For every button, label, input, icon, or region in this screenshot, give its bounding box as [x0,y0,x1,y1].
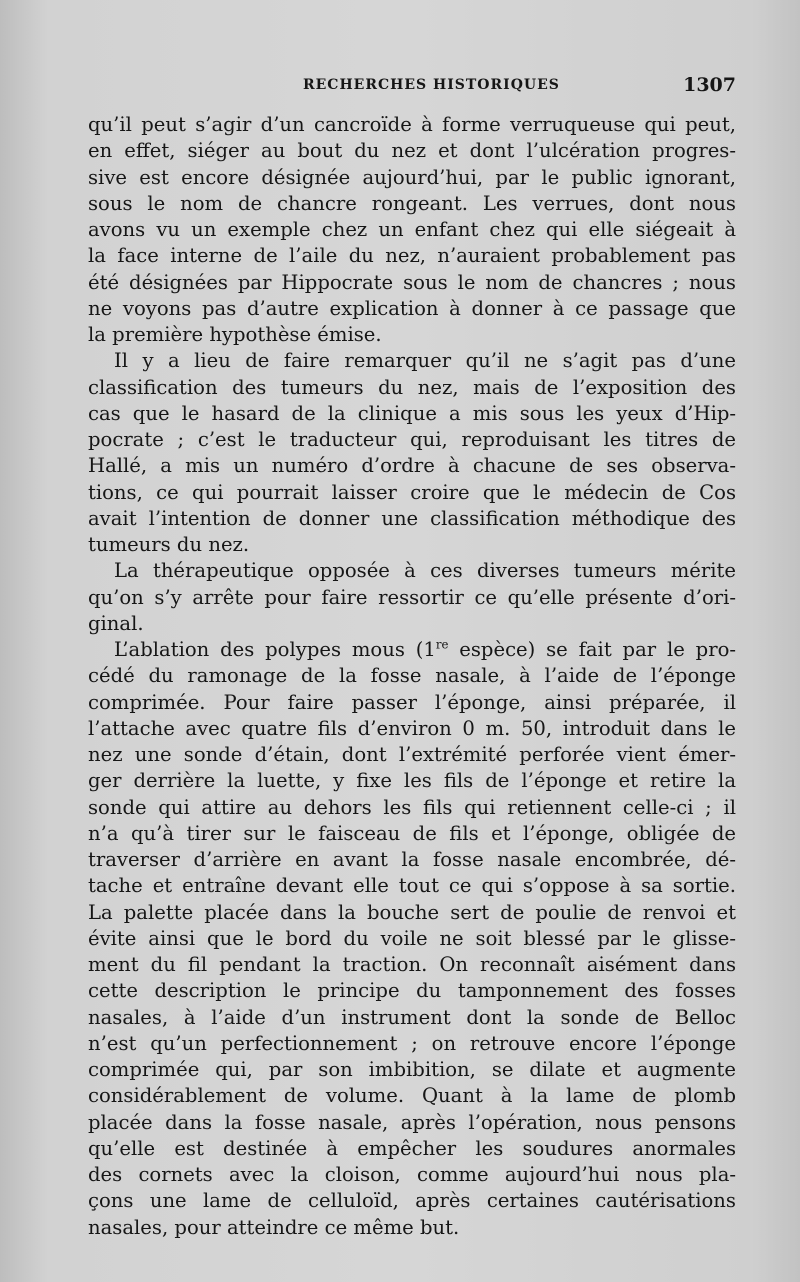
text-line: l’attache avec quatre fils d’environ 0 m. 50, introduit dans le [88,716,736,740]
text-line: considérablement de volume. Quant à la lame de plomb [88,1084,736,1108]
text-line: qu’il peut s’agir d’un cancroïde à forme verruqueuse qui peut, [88,113,736,136]
text-line: la première hypothèse émise. [88,323,382,346]
text-line: cas que le hasard de la clinique a mis sous les yeux d’Hip- [88,401,736,425]
text-line: qu’elle est destinée à empêcher les soudures anormales [88,1136,736,1160]
text-line: classification des tumeurs du nez, mais de l’exposition des [88,375,736,399]
text-line: ginal. [88,611,144,635]
text-line: comprimée. Pour faire passer l’éponge, ainsi préparée, il [88,690,736,714]
text-line: des cornets avec la cloison, comme aujourd’hui nous pla- [88,1163,736,1186]
text-line: sonde qui attire au dehors les fils qui retiennent celle-ci ; il [88,795,736,819]
text-line: en effet, siéger au bout du nez et dont l’ulcération progres- [88,139,736,163]
text-line: Hallé, a mis un numéro d’ordre à chacune de ses observa- [88,454,736,478]
text-line: la face interne de l’aile du nez, n’auraient probablement pas [88,244,736,268]
text-line: avait l’intention de donner une classification méthodique des [88,506,736,530]
text-line: nasales, à l’aide d’un instrument dont la sonde de Belloc [88,1005,736,1029]
text-line: tumeurs du nez. [88,533,250,556]
text-line: sous le nom de chancre rongeant. Les verrues, dont nous [88,191,736,215]
running-head-title: RECHERCHES HISTORIQUES [303,77,560,93]
text-line: La palette placée dans la bouche sert de poulie de renvoi et [88,900,736,924]
text-line: ne voyons pas d’autre explication à donner à ce passage que [88,296,736,320]
text-line: cédé du ramonage de la fosse nasale, à l’aide de l’éponge [88,664,736,688]
text-line: pocrate ; c’est le traducteur qui, reproduisant les titres de [88,428,736,451]
text-line: ment du fil pendant la traction. On reconnaît aisément dans [88,953,736,976]
text-line: placée dans la fosse nasale, après l’opération, nous pensons [88,1110,736,1134]
text-line: évite ainsi que le bord du voile ne soit blessé par le glisse- [88,926,736,950]
body-text [88,112,736,1241]
text-line: avons vu un exemple chez un enfant chez qui elle siégeait à [88,218,736,241]
text-line: tache et entraîne devant elle tout ce qui s’oppose à sa sortie. [88,874,736,898]
text-line: sive est encore désignée aujourd’hui, par le public ignorant, [88,165,736,189]
text-line: n’est qu’un perfectionnement ; on retrouve encore l’éponge [88,1031,736,1055]
text-line: nasales, pour atteindre ce même but. [88,1215,460,1239]
text-line: cette description le principe du tamponnement des fosses [88,979,736,1003]
running-head [88,74,736,98]
text-line: tions, ce qui pourrait laisser croire que le médecin de Cos [88,480,736,504]
text-line: n’a qu’à tirer sur le faisceau de fils et l’éponge, obligée de [88,821,736,845]
text-line: L’ablation des polypes mous (1re espèce) se fait par le pro- [114,637,736,661]
text-line: ger derrière la luette, y fixe les fils de l’éponge et retire la [88,769,736,793]
page-number: 1307 [683,74,736,96]
text-line: Il y a lieu de faire remarquer qu’il ne s’agit pas d’une [114,349,736,373]
text-line: été désignées par Hippocrate sous le nom de chancres ; nous [88,270,736,294]
text-line: comprimée qui, par son imbibition, se dilate et augmente [88,1058,736,1081]
text-line: traverser d’arrière en avant la fosse nasale encombrée, dé- [88,848,736,871]
text-line: nez une sonde d’étain, dont l’extrémité perforée vient émer- [88,743,736,766]
text-line: La thérapeutique opposée à ces diverses tumeurs mérite [114,559,736,583]
text-line: çons une lame de celluloïd, après certaines cautérisations [88,1189,736,1213]
text-line: qu’on s’y arrête pour faire ressortir ce qu’elle présente d’ori- [88,585,736,609]
